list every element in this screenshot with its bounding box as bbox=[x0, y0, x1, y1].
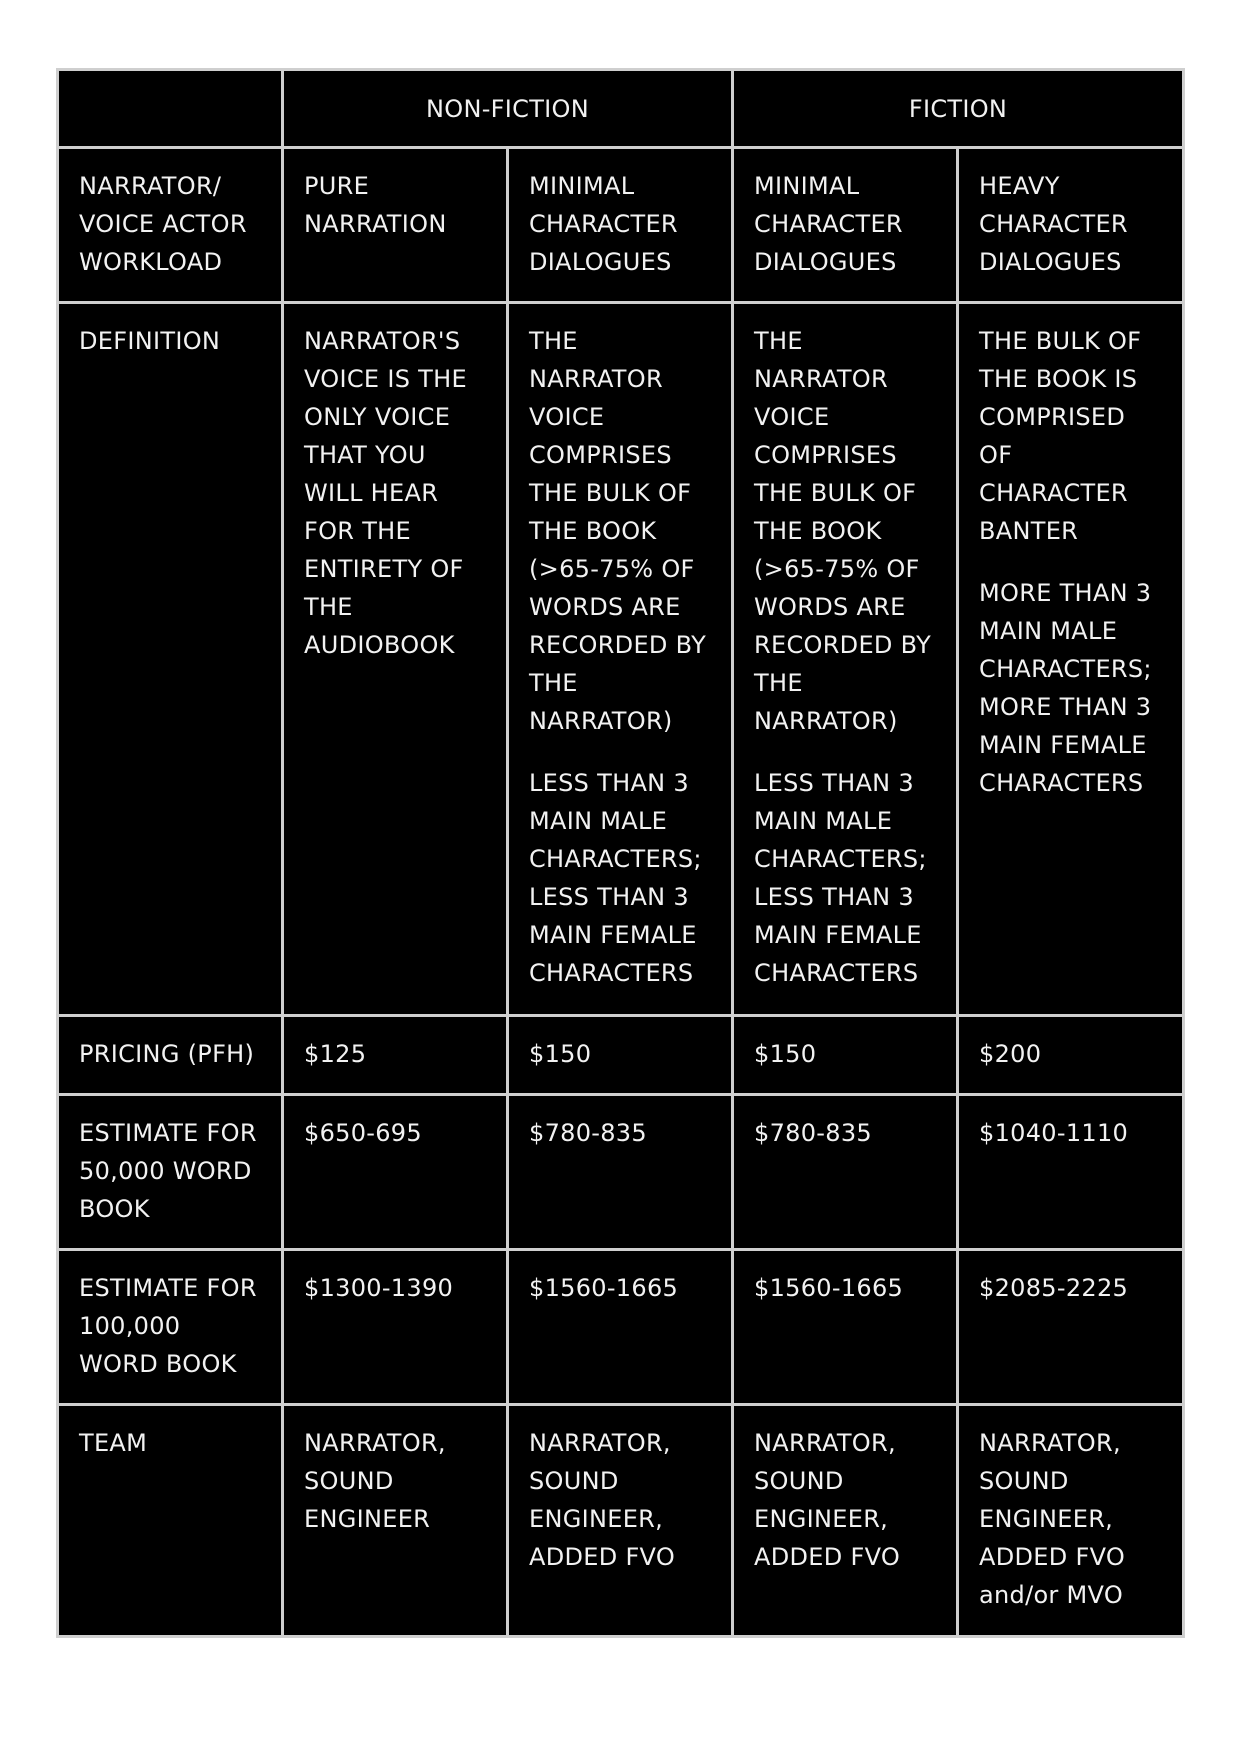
definition-heavy-dialogues: THE BULK OF THE BOOK IS COMPRISED OF CHARACTER BANTER MORE THAN 3 MAIN MALE CHARACTERS; MORE THAN 3 MAIN FEMALE CHARACTERS bbox=[958, 303, 1184, 1016]
price-heavy-dialogues: $200 bbox=[958, 1016, 1184, 1095]
row-label-estimate-100k: ESTIMATE FOR 100,000 WORD BOOK bbox=[58, 1250, 283, 1405]
definition-row bbox=[58, 303, 1184, 1016]
team-pure-narration: NARRATOR, SOUND ENGINEER bbox=[283, 1405, 508, 1637]
row-label-workload: NARRATOR/ VOICE ACTOR WORKLOAD bbox=[58, 148, 283, 303]
pricing-table bbox=[56, 68, 1185, 1638]
group-header-fiction: FICTION bbox=[733, 70, 1184, 148]
row-label-team: TEAM bbox=[58, 1405, 283, 1637]
estimate-50k-pure-narration: $650-695 bbox=[283, 1095, 508, 1250]
row-label-estimate-50k: ESTIMATE FOR 50,000 WORD BOOK bbox=[58, 1095, 283, 1250]
estimate-50k-heavy-dialogues: $1040-1110 bbox=[958, 1095, 1184, 1250]
definition-nonfiction-minimal-dialogues: THE NARRATOR VOICE COMPRISES THE BULK OF THE BOOK (>65-75% OF WORDS ARE RECORDED BY THE NARRATOR) LESS THAN 3 MAIN MALE CHARACTERS; LESS THAN 3 MAIN FEMALE CHARACTERS bbox=[508, 303, 733, 1016]
estimate-100k-nonfiction-minimal-dialogues: $1560-1665 bbox=[508, 1250, 733, 1405]
group-header-row bbox=[58, 70, 1184, 148]
estimate-50k-row bbox=[58, 1095, 1184, 1250]
column-header-heavy-dialogues: HEAVY CHARACTER DIALOGUES bbox=[958, 148, 1184, 303]
estimate-100k-pure-narration: $1300-1390 bbox=[283, 1250, 508, 1405]
corner-cell bbox=[58, 70, 283, 148]
estimate-50k-fiction-minimal-dialogues: $780-835 bbox=[733, 1095, 958, 1250]
group-header-non-fiction: NON-FICTION bbox=[283, 70, 733, 148]
price-nonfiction-minimal-dialogues: $150 bbox=[508, 1016, 733, 1095]
column-header-row bbox=[58, 148, 1184, 303]
team-heavy-dialogues: NARRATOR, SOUND ENGINEER, ADDED FVO and/or MVO bbox=[958, 1405, 1184, 1637]
row-label-definition: DEFINITION bbox=[58, 303, 283, 1016]
team-row bbox=[58, 1405, 1184, 1637]
estimate-50k-nonfiction-minimal-dialogues: $780-835 bbox=[508, 1095, 733, 1250]
row-label-pricing: PRICING (PFH) bbox=[58, 1016, 283, 1095]
column-header-nonfiction-minimal-dialogues: MINIMAL CHARACTER DIALOGUES bbox=[508, 148, 733, 303]
pricing-row bbox=[58, 1016, 1184, 1095]
price-fiction-minimal-dialogues: $150 bbox=[733, 1016, 958, 1095]
column-header-fiction-minimal-dialogues: MINIMAL CHARACTER DIALOGUES bbox=[733, 148, 958, 303]
team-nonfiction-minimal-dialogues: NARRATOR, SOUND ENGINEER, ADDED FVO bbox=[508, 1405, 733, 1637]
column-header-pure-narration: PURE NARRATION bbox=[283, 148, 508, 303]
team-fiction-minimal-dialogues: NARRATOR, SOUND ENGINEER, ADDED FVO bbox=[733, 1405, 958, 1637]
estimate-100k-heavy-dialogues: $2085-2225 bbox=[958, 1250, 1184, 1405]
definition-fiction-minimal-dialogues: THE NARRATOR VOICE COMPRISES THE BULK OF THE BOOK (>65-75% OF WORDS ARE RECORDED BY THE NARRATOR) LESS THAN 3 MAIN MALE CHARACTERS; LESS THAN 3 MAIN FEMALE CHARACTERS bbox=[733, 303, 958, 1016]
definition-pure-narration: NARRATOR'S VOICE IS THE ONLY VOICE THAT YOU WILL HEAR FOR THE ENTIRETY OF THE AUDIOBOOK bbox=[283, 303, 508, 1016]
estimate-100k-fiction-minimal-dialogues: $1560-1665 bbox=[733, 1250, 958, 1405]
estimate-100k-row bbox=[58, 1250, 1184, 1405]
price-pure-narration: $125 bbox=[283, 1016, 508, 1095]
